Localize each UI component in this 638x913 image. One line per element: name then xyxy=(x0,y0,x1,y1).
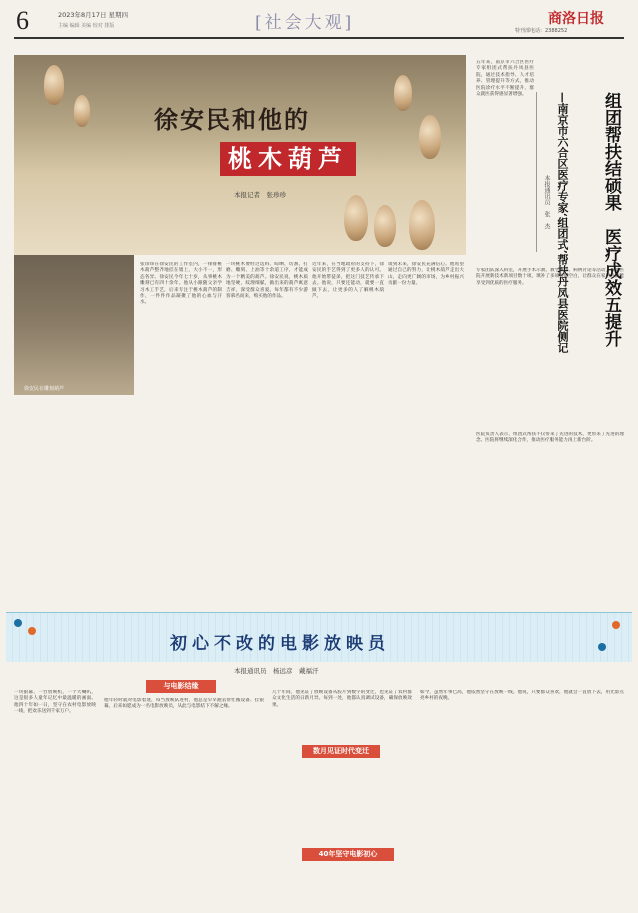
craftsman-photo xyxy=(14,255,134,395)
article-column: 一块桃木要经过选料、晾晒、切割、打磨、雕刻、上油等十余道工序，才能成为一个精美的葫芦。徐安民说，桃木质地坚硬，纹理细腻，做出来的葫芦寓意吉祥，深受群众喜爱。每年都有不少游客慕名而来，购买他的作品。 xyxy=(226,262,308,300)
article-column: 一块银幕，一台放映机，一个大喇叭，这是很多人童年记忆中最温暖的画面。他四十年如一日，坚守在农村电影放映一线，把欢乐送到千家万户。 xyxy=(14,690,96,715)
article-column: 谈到未来，徐安民充满信心。他希望通过自己的努力，让桃木葫芦走出大山，走向更广阔的市场，为乡村振兴贡献一份力量。 xyxy=(388,262,464,287)
feature3-title: 初心不改的电影放映员 xyxy=(170,634,390,654)
feature-title: 徐安民和他的 xyxy=(154,105,310,134)
section-title: [社会大观] xyxy=(255,13,355,33)
article-column: 张珍珍在徐安民的工作室内，一排排桃木葫芦整齐地挂在墙上，大小不一，形态各异。徐安民今年七十岁，从事桃木雕刻已有四十余年。他从小跟随父亲学习木工手艺，后来专注于桃木葫芦的制作，一件件作品凝聚了他的心血与汗水。 xyxy=(140,262,222,306)
article-column: 如今，虽然年事已高，他依然坚守在放映一线。他说，只要群众喜欢，他就会一直放下去，用光影点亮乡村的夜晚。 xyxy=(420,690,624,702)
header-rule xyxy=(14,37,624,39)
feature2-headline: 组团帮扶结硕果 医疗成效五提升 xyxy=(601,92,621,347)
article-column: 专家团队深入科室，开展手术示教、教学查房、病例讨论等活动，帮助医院开展新技术新项目数十项，填补了多项县域空白，让群众在家门口就能享受到优质的医疗服务。 xyxy=(476,268,624,286)
edition-info: 主编 编辑 美编 校对 排版 xyxy=(58,23,115,29)
article-column: 五年来，南京市六合区医疗专家组团式帮扶丹凤县医院，通过技术指导、人才培养、管理提升等方式，推动医院诊疗水平不断提升，群众就医获得感显著增强。 xyxy=(476,60,534,98)
subhead: 数月见证时代变迁 xyxy=(302,745,380,758)
subhead: 与电影结缘 xyxy=(146,680,216,693)
issue-date: 2023年8月17日 星期四 xyxy=(58,11,129,19)
article-column: 他年轻时就对电影着迷，每当放映队进村，他总是早早跑去帮忙搬设备、挂银幕，后来如愿成为一名电影放映员，从此与电影结下不解之缘。 xyxy=(104,698,264,710)
feature2-subheadline: —南京市六合区医疗专家‘组团式’帮扶丹凤县医院侧记 xyxy=(556,92,569,353)
feature-title-highlight: 桃木葫芦 xyxy=(220,142,356,176)
newspaper-logo: 商洛日报 xyxy=(548,11,604,27)
feature-byline: 本报记者 张珍珍 xyxy=(234,191,286,199)
feature2-byline: 本报通讯员 张 杰 xyxy=(543,175,550,229)
subhead: 40年坚守电影初心 xyxy=(302,848,394,861)
article-column: 医院负责人表示，组团式帮扶不仅带来了先进的技术，更带来了先进的理念。医院将继续深化合作，推动医疗服务能力再上新台阶。 xyxy=(476,432,624,444)
photo-caption: 徐安民在雕刻葫芦 xyxy=(24,386,65,392)
feature3-byline: 本报通讯员 杨远彦 戴福汗 xyxy=(234,667,319,675)
column-divider xyxy=(536,92,537,252)
editor-line: 特刊部电话：2388252 xyxy=(515,28,568,34)
article-column: 近年来，在当地政府的支持下，徐安民的手艺得到了更多人的认可。他开始带徒弟，把这门技艺传承下去。他说，只要还能动，就要一直做下去，让更多的人了解桃木葫芦。 xyxy=(312,262,384,300)
page-number: 6 xyxy=(16,6,29,35)
article-column: 几十年间，他见证了放映设备从胶片到数字的变迁，也见证了农村群众文化生活的日新月异。每到一处，他都认真调试设备，确保放映效果。 xyxy=(272,690,412,708)
